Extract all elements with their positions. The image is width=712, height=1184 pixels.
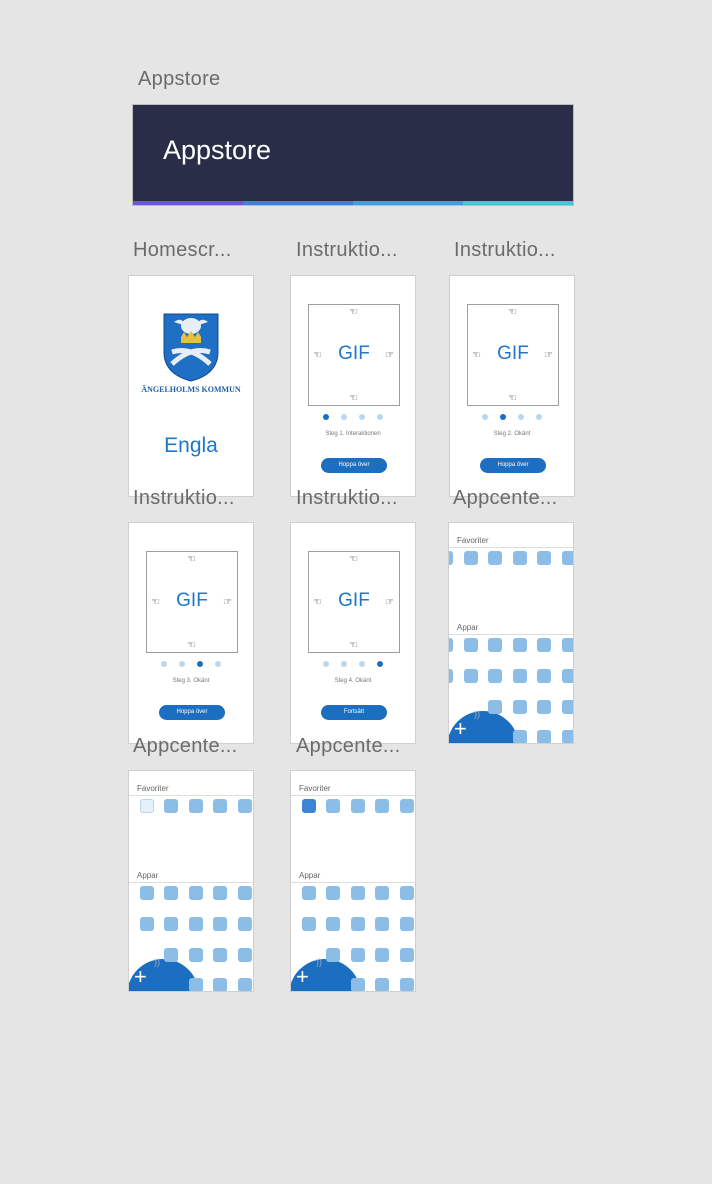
app-tile-icon[interactable]: [128, 886, 129, 900]
app-tile-icon[interactable]: [238, 799, 252, 813]
appstore-banner-title: Appstore: [163, 135, 272, 165]
divider: [291, 882, 415, 883]
hand-icon: ☞: [544, 350, 553, 361]
app-tile-icon[interactable]: [375, 948, 389, 962]
hand-icon: ☜: [349, 393, 358, 404]
divider: [291, 795, 415, 796]
page-dot: [341, 414, 347, 420]
app-tile-icon[interactable]: [326, 917, 340, 931]
app-tile-icon[interactable]: [400, 978, 414, 992]
app-tile-icon[interactable]: [464, 551, 478, 565]
page-dot: [359, 414, 365, 420]
page-dot: [377, 661, 383, 667]
app-tile-icon[interactable]: [189, 948, 203, 962]
hand-icon: ☞: [223, 597, 232, 608]
page-dots: [291, 414, 415, 420]
app-tile-icon[interactable]: [189, 886, 203, 900]
app-tile-icon[interactable]: [213, 799, 227, 813]
frame-title-instruktion-1[interactable]: Instruktio...: [296, 239, 398, 261]
app-tile-icon[interactable]: [488, 638, 502, 652]
hand-icon: ☜: [508, 393, 517, 404]
app-tile-icon[interactable]: [464, 669, 478, 683]
page-dot: [341, 661, 347, 667]
app-tile-icon[interactable]: [488, 669, 502, 683]
app-tile-icon[interactable]: [537, 669, 551, 683]
frame-title-instruktion-2[interactable]: Instruktio...: [454, 239, 556, 261]
app-tile-icon[interactable]: [375, 978, 389, 992]
app-tile-icon[interactable]: [351, 948, 365, 962]
gif-label: GIF: [338, 590, 370, 611]
frame-title-appcenter-1[interactable]: Appcente...: [453, 487, 558, 509]
app-tile-icon[interactable]: [537, 700, 551, 714]
gif-label: GIF: [497, 343, 529, 364]
hand-icon: ☜: [349, 640, 358, 651]
favorites-label: Favoriter: [457, 536, 489, 545]
page-dot: [536, 414, 542, 420]
hand-icon: ☜: [313, 350, 322, 361]
plus-icon: +: [134, 964, 147, 989]
municipality-name: ÄNGELHOLMS KOMMUN: [141, 385, 241, 394]
appcenter-artboard-3[interactable]: [290, 770, 416, 992]
divider: [449, 634, 573, 635]
hand-icon: ☜: [349, 554, 358, 565]
app-tile-icon[interactable]: [400, 886, 414, 900]
gif-placeholder: [308, 304, 400, 406]
app-tile-icon[interactable]: [400, 948, 414, 962]
app-tile-icon[interactable]: [537, 551, 551, 565]
app-tile-icon[interactable]: [448, 551, 453, 565]
app-tile-icon[interactable]: [448, 638, 453, 652]
app-tile-icon[interactable]: [238, 917, 252, 931]
app-tile-icon[interactable]: [375, 917, 389, 931]
app-tile-icon[interactable]: [562, 730, 575, 744]
apps-label: Appar: [299, 871, 321, 880]
plus-icon: +: [454, 716, 467, 741]
touch-wave-icon: )): [316, 957, 322, 967]
app-tile-icon[interactable]: [326, 886, 340, 900]
app-tile-icon[interactable]: [513, 638, 527, 652]
frame-title-appstore[interactable]: Appstore: [138, 68, 221, 90]
hand-icon: ☜: [313, 597, 322, 608]
app-tile-icon[interactable]: [189, 917, 203, 931]
gif-placeholder: [146, 551, 238, 653]
app-tile-icon[interactable]: [140, 799, 154, 813]
app-tile-icon[interactable]: [513, 669, 527, 683]
favorites-label: Favoriter: [137, 784, 169, 793]
hand-icon: ☞: [385, 597, 394, 608]
step-text: Steg 4. Okänt: [334, 678, 372, 684]
divider: [449, 547, 573, 548]
hand-icon: ☞: [385, 350, 394, 361]
app-tile-icon[interactable]: [213, 948, 227, 962]
step-text: Steg 2. Okänt: [493, 431, 531, 437]
app-tile-icon[interactable]: [164, 917, 178, 931]
skip-button[interactable]: Hoppa över: [480, 458, 546, 473]
appstore-header-artboard[interactable]: [132, 104, 574, 206]
apps-label: Appar: [137, 871, 159, 880]
divider: [129, 882, 253, 883]
favorites-label: Favoriter: [299, 784, 331, 793]
app-tile-icon[interactable]: [351, 917, 365, 931]
app-tile-icon[interactable]: [562, 669, 575, 683]
gif-label: GIF: [338, 343, 370, 364]
app-tile-icon[interactable]: [128, 917, 129, 931]
frame-title-instruktion-3[interactable]: Instruktio...: [133, 487, 235, 509]
gif-label: GIF: [176, 590, 208, 611]
app-tile-icon[interactable]: [140, 886, 154, 900]
page-dot: [518, 414, 524, 420]
app-tile-icon[interactable]: [400, 799, 414, 813]
app-tile-icon[interactable]: [189, 978, 203, 992]
appcenter-artboard-2[interactable]: [128, 770, 254, 992]
instruktion-artboard-3[interactable]: [128, 522, 254, 744]
page-dots: [129, 661, 253, 667]
app-tile-icon[interactable]: [128, 799, 129, 813]
frame-title-homescreen[interactable]: Homescr...: [133, 239, 232, 261]
frame-title-appcenter-2[interactable]: Appcente...: [133, 735, 238, 757]
app-tile-icon[interactable]: [238, 948, 252, 962]
homescreen-artboard[interactable]: [128, 275, 254, 497]
app-tile-icon[interactable]: [351, 799, 365, 813]
gradient-bar: [133, 201, 573, 205]
app-tile-icon[interactable]: [238, 886, 252, 900]
hand-icon: ☜: [187, 554, 196, 565]
appcenter-artboard-1[interactable]: [448, 522, 574, 744]
hand-icon: ☜: [151, 597, 160, 608]
app-tile-icon[interactable]: [351, 978, 365, 992]
page-dot: [197, 661, 203, 667]
step-text: Steg 1. Interaktionen: [325, 431, 381, 437]
apps-label: Appar: [457, 623, 479, 632]
hand-icon: ☜: [349, 307, 358, 318]
crest-icon: [162, 312, 220, 382]
app-tile-icon[interactable]: [562, 700, 575, 714]
app-tile-icon[interactable]: [351, 886, 365, 900]
app-tile-icon[interactable]: [326, 799, 340, 813]
page-dot: [161, 661, 167, 667]
gif-placeholder: [467, 304, 559, 406]
app-tile-icon[interactable]: [562, 551, 575, 565]
app-tile-icon[interactable]: [537, 730, 551, 744]
touch-wave-icon: )): [154, 957, 160, 967]
app-tile-icon[interactable]: [375, 886, 389, 900]
app-tile-icon[interactable]: [302, 886, 316, 900]
app-tile-icon[interactable]: [464, 638, 478, 652]
page-dots: [450, 414, 574, 420]
app-tile-icon[interactable]: [400, 917, 414, 931]
page-dot: [482, 414, 488, 420]
app-tile-icon[interactable]: [290, 799, 291, 813]
app-tile-icon[interactable]: [513, 730, 527, 744]
divider: [129, 795, 253, 796]
app-tile-icon[interactable]: [302, 799, 316, 813]
hand-icon: ☜: [508, 307, 517, 318]
app-tile-icon[interactable]: [302, 917, 316, 931]
app-tile-icon[interactable]: [448, 669, 453, 683]
plus-icon: +: [296, 964, 309, 989]
skip-button[interactable]: Hoppa över: [321, 458, 387, 473]
app-tile-icon[interactable]: [513, 700, 527, 714]
app-tile-icon[interactable]: [488, 551, 502, 565]
app-tile-icon[interactable]: [326, 948, 340, 962]
app-tile-icon[interactable]: [290, 886, 291, 900]
instruktion-artboard-4[interactable]: [290, 522, 416, 744]
app-tile-icon[interactable]: [213, 978, 227, 992]
app-tile-icon[interactable]: [140, 917, 154, 931]
gif-placeholder: [308, 551, 400, 653]
instruktion-artboard-2[interactable]: [449, 275, 575, 497]
instruktion-artboard-1[interactable]: [290, 275, 416, 497]
app-tile-icon[interactable]: [213, 886, 227, 900]
app-tile-icon[interactable]: [213, 917, 227, 931]
page-dot: [500, 414, 506, 420]
hand-icon: ☜: [187, 640, 196, 651]
page-dot: [323, 661, 329, 667]
app-tile-icon[interactable]: [375, 799, 389, 813]
app-tile-icon[interactable]: [488, 700, 502, 714]
page-dots: [291, 661, 415, 667]
page-dot: [359, 661, 365, 667]
page-dot: [179, 661, 185, 667]
app-tile-icon[interactable]: [164, 799, 178, 813]
app-tile-icon[interactable]: [537, 638, 551, 652]
page-dot: [323, 414, 329, 420]
step-text: Steg 3. Okänt: [172, 678, 210, 684]
touch-wave-icon: )): [474, 709, 480, 719]
continue-button[interactable]: Fortsätt: [321, 705, 387, 720]
frame-title-instruktion-4[interactable]: Instruktio...: [296, 487, 398, 509]
app-name: Engla: [164, 434, 218, 457]
app-tile-icon[interactable]: [164, 948, 178, 962]
hand-icon: ☜: [472, 350, 481, 361]
skip-button[interactable]: Hoppa över: [159, 705, 225, 720]
app-tile-icon[interactable]: [562, 638, 575, 652]
app-tile-icon[interactable]: [164, 886, 178, 900]
app-tile-icon[interactable]: [290, 917, 291, 931]
page-dot: [377, 414, 383, 420]
frame-title-appcenter-3[interactable]: Appcente...: [296, 735, 401, 757]
app-tile-icon[interactable]: [238, 978, 252, 992]
page-dot: [215, 661, 221, 667]
app-tile-icon[interactable]: [189, 799, 203, 813]
app-tile-icon[interactable]: [513, 551, 527, 565]
